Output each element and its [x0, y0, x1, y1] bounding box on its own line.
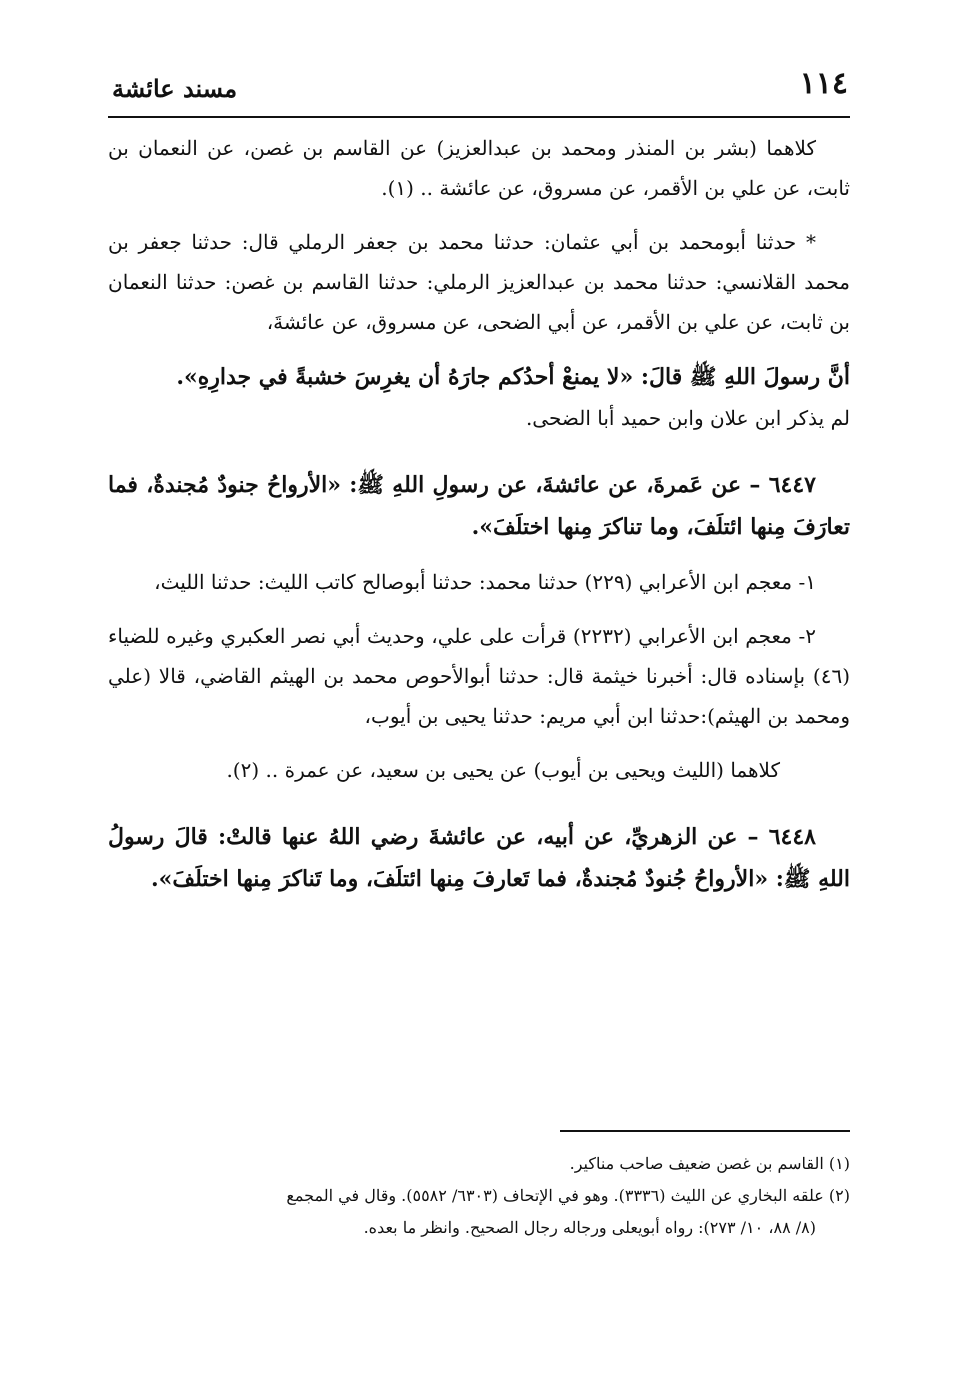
- page-number: ١١٤: [799, 66, 848, 101]
- hadith-text: أنَّ رسولَ اللهِ ﷺ قالَ: «لا يمنعْ أحدُكم جارَهُ أن يغرِسَ خشبةً في جدارِهِ».: [176, 364, 850, 390]
- paragraph-isnad: * حدثنا أبومحمد بن أبي عثمان: حدثنا محمد بن جعفر الرملي قال: حدثنا جعفر بن محمد القلانسي: حدثنا محمد بن عبدالعزيز الرملي: حدثنا القاسم بن غصن: حدثنا النعمان بن ثابت، عن علي بن الأقمر، عن أبي الضحى، عن مسروق، عن عائشةَ،: [108, 230, 850, 334]
- main-text: [108, 128, 850, 900]
- paragraph-note: لم يذكر ابن علان وابن حميد أبا الضحى.: [525, 406, 850, 430]
- footnote-2: [108, 1180, 850, 1244]
- paragraph-chain-summary-2: كلاهما (الليث ويحيى بن أيوب) عن يحيى بن سعيد، عن عمرة .. (٢).: [226, 758, 780, 782]
- footnote-2-line-1: (٢) علقه البخاري عن الليث (٣٣٣٦). وهو في الإتحاف (٦٣٠٣/ ٥٥٨٢). وقال في المجمع: [286, 1186, 850, 1205]
- hadith-6447: ٦٤٤٧ – عن عَمرةَ، عن عائشةَ، عن رسولِ اللهِ ﷺ: «الأرواحُ جنودٌ مُجندةٌ، فما تعارَفَ مِنها ائتلَفَ، وما تناكرَ مِنها اختلَفَ».: [108, 472, 850, 540]
- running-title: مسند عائشة: [112, 74, 238, 103]
- footnote-2-line-2: (٨/ ٨٨، ١٠/ ٢٧٣): رواه أبويعلى ورجاله رجال الصحيح. وانظر ما بعده.: [363, 1218, 816, 1237]
- source-2: ٢- معجم ابن الأعرابي (٢٢٣٢) قرأت على علي، وحديث أبي نصر العكبري وغيره للضياء (٤٦) بإسناده قال: أخبرنا خيثمة قال: حدثنا أبوالأحوص محمد بن الهيثم القاضي، قالا (علي ومحمد بن الهيثم):حدثنا ابن أبي مريم: حدثنا يحيى بن أيوب،: [108, 624, 850, 728]
- footnote-rule: [560, 1130, 850, 1132]
- hadith-6448: ٦٤٤٨ – عن الزهريِّ، عن أبيه، عن عائشةَ رضي اللهُ عنها قالتْ: قالَ رسولُ اللهِ ﷺ: «الأرواحُ جُنودٌ مُجندةٌ، فما تَعارفَ مِنها ائتلَفَ، وما تَناكرَ مِنها اختلَفَ».: [108, 824, 850, 892]
- paragraph-chain-summary: كلاهما (بشر بن المنذر ومحمد بن عبدالعزيز) عن القاسم بن غصن، عن النعمان بن ثابت، عن علي بن الأقمر، عن مسروق، عن عائشة .. (١).: [108, 136, 850, 200]
- source-1: ١- معجم ابن الأعرابي (٢٢٩) حدثنا محمد: حدثنا أبوصالح كاتب الليث: حدثنا الليث،: [154, 570, 816, 594]
- footnote-1: (١) القاسم بن غصن ضعيف صاحب مناكير.: [569, 1154, 850, 1173]
- footnotes: [108, 1148, 850, 1244]
- header-rule: [108, 116, 850, 118]
